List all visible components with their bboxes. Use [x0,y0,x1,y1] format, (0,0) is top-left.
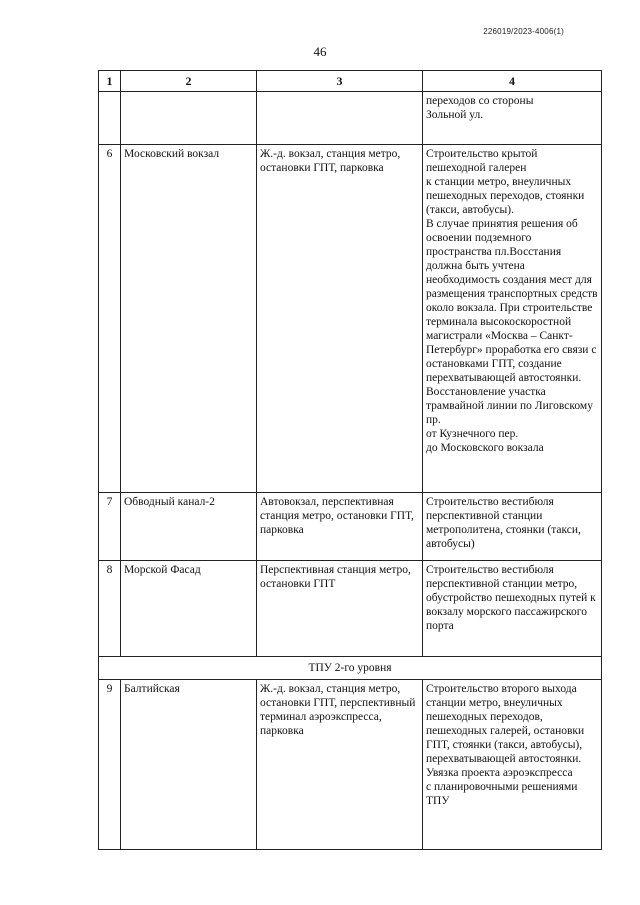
header-row [99,71,602,92]
row-number: 9 [99,680,121,850]
tpu-measures: Строительство вестибюля перспективной станции метрополитена, стоянки (такси, автобусы) [423,493,602,561]
tpu-name: Обводный канал-2 [121,493,257,561]
header-cell-1: 1 [99,71,121,92]
tpu-objects: Ж.-д. вокзал, станция метро, остановки ГПТ, парковка [257,145,423,493]
section-row [99,657,602,680]
tpu-name: Балтийская [121,680,257,850]
header-cell-4: 4 [423,71,602,92]
tpu-name: Московский вокзал [121,145,257,493]
tpu-table [98,70,602,850]
tpu-measures: Строительство крытой пешеходной галерен к станции метро, внеуличных пешеходных переходов, стоянки (такси, автобусы). В случае принятия решения об освоении подземного пространства пл.Восстания должна быть учтена необходимость создания мест для размещения транспортных средств около вокзала. При строительстве терминала высокоскоростной магистрали «Москва – Санкт-Петербург» проработка его связи с остановками ГПТ, создание перехватывающей автостоянки. Восстановление участка трамвайной линии по Лиговскому пр. от Кузнечного пер. до Московского вокзала [423,145,602,493]
table-row [99,92,602,145]
page-number: 46 [313,44,327,59]
tpu-objects: Автовокзал, перспективная станция метро, остановки ГПТ, парковка [257,493,423,561]
tpu-objects: Перспективная станция метро, остановки ГПТ [257,561,423,657]
table-row [99,145,602,493]
row-number: 8 [99,561,121,657]
tpu-measures: Строительство второго выхода станции метро, внеуличных пешеходных переходов, пешеходных галерей, остановки ГПТ, стоянки (такси, автобусы), перехватывающей автостоянки. Увязка проекта аэроэкспресса с планировочными решениями ТПУ [423,680,602,850]
tpu-measures: Строительство вестибюля перспективной станции метро, обустройство пешеходных путей к вокзалу морского пассажирского порта [423,561,602,657]
tpu-name [121,92,257,145]
tpu-objects: Ж.-д. вокзал, станция метро, остановки ГПТ, перспективный терминал аэроэкспресса, парковка [257,680,423,850]
tpu-measures: переходов со стороны Зольной ул. [423,92,602,145]
section-title: ТПУ 2-го уровня [99,657,602,680]
row-number: 7 [99,493,121,561]
table-row [99,561,602,657]
row-number [99,92,121,145]
tpu-name: Морской Фасад [121,561,257,657]
header-cell-3: 3 [257,71,423,92]
table-row [99,493,602,561]
row-number: 6 [99,145,121,493]
header-cell-2: 2 [121,71,257,92]
table-row [99,680,602,850]
tpu-objects [257,92,423,145]
document-number: 226019/2023-4006(1) [483,27,564,36]
